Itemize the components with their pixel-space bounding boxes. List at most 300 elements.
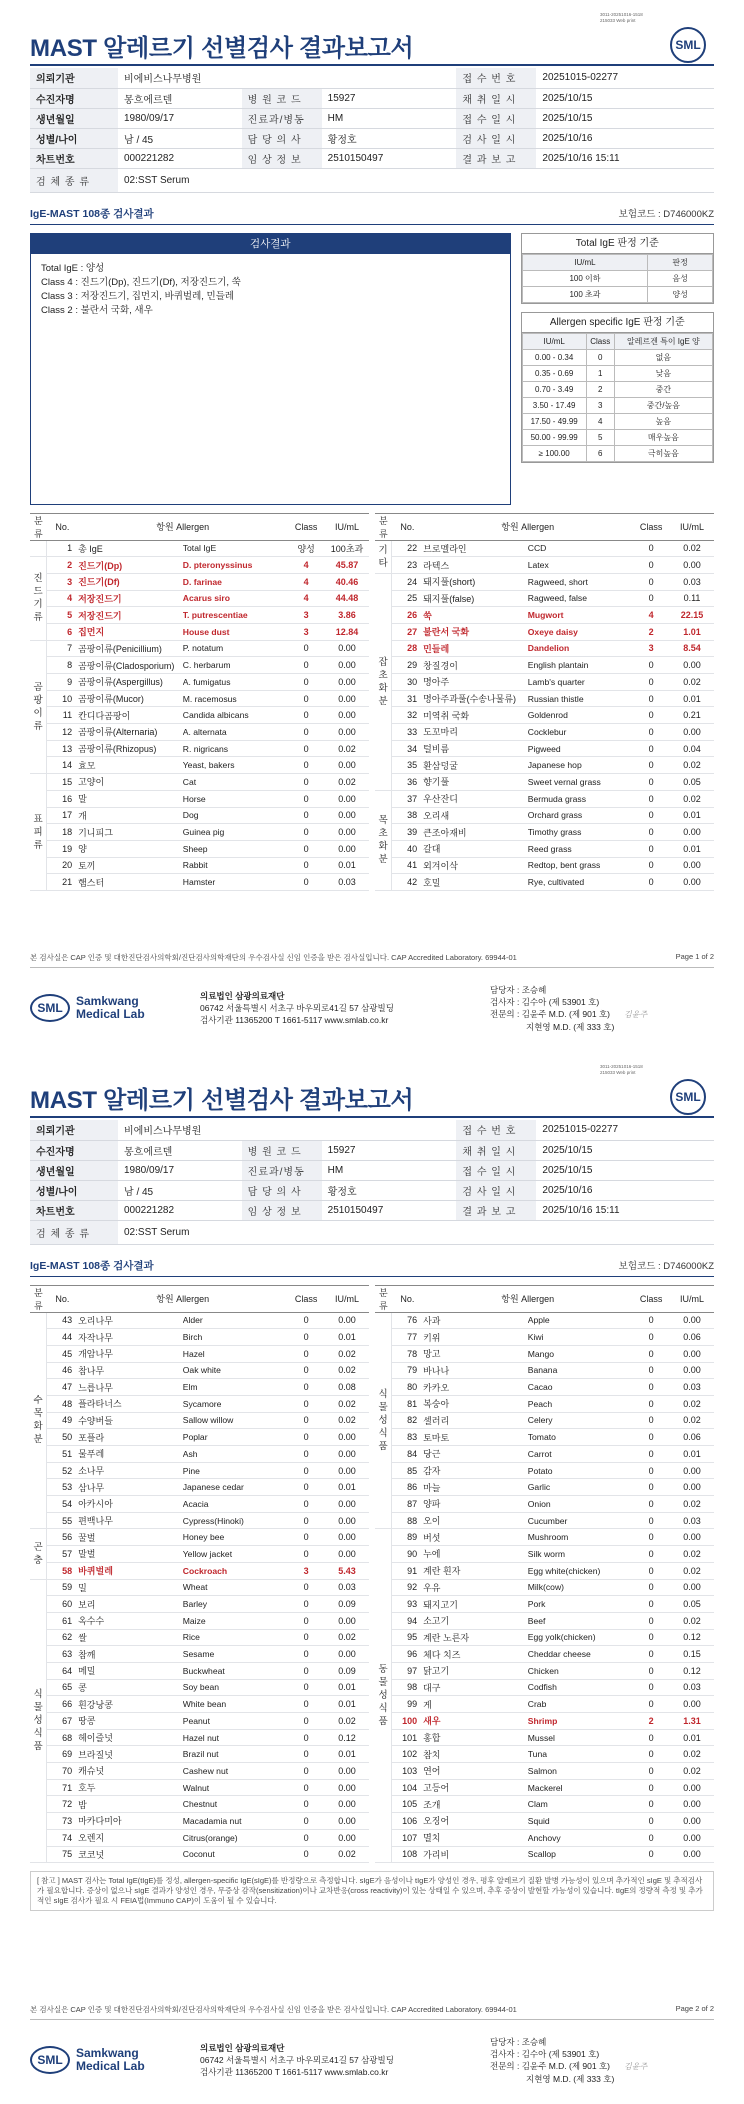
allergen-class: 3 <box>287 623 325 640</box>
allergen-row <box>375 657 714 674</box>
allergen-english: Oxeye daisy <box>528 623 633 640</box>
allergen-class: 0 <box>287 1429 325 1446</box>
allergen-iu: 0.00 <box>325 1763 369 1780</box>
allergen-english: House dust <box>183 623 288 640</box>
section-title: IgE-MAST 108종 검사결과 <box>30 207 154 220</box>
allergen-no: 10 <box>47 690 78 707</box>
header-allergen: 항원 Allergen <box>78 1285 287 1312</box>
allergen-row <box>375 1562 714 1579</box>
allergen-english: Kiwi <box>528 1329 633 1346</box>
criteria-cell: 0.70 - 3.49 <box>522 381 586 397</box>
allergen-row <box>375 1746 714 1763</box>
result-report-date: 2025/10/16 15:11 <box>536 148 714 168</box>
patient-info-table: 의뢰기관 비에비스나무병원 접 수 번 호 20251015-02277 수진자명 몽흐에르덴 병 원 코 드 15927 채 취 일 시 2025/10/15 생년월일 1980/09/17 진료과/병동 HM 접 수 일 시 2025/10/15 성별/나이 남 / 45 담 당 의 사 황정호 검 사 일 시 2025/10/16 차트번호 000221282 임 상 정 보 2510150497 결 과 보 고 2025/10/16 15:11 검 체 종 류 02:SST Serum <box>30 68 714 193</box>
allergen-korean: 누에 <box>423 1546 528 1563</box>
allergen-korean: 오리나무 <box>78 1312 183 1329</box>
allergen-iu: 0.00 <box>670 1846 714 1863</box>
allergen-row <box>375 724 714 741</box>
allergen-korean: 바퀴벌레 <box>78 1562 183 1579</box>
report-title: MAST 알레르기 선별검사 결과보고서 <box>30 1086 414 1114</box>
allergen-class: 0 <box>287 1763 325 1780</box>
allergen-korean: 진드기(Df) <box>78 573 183 590</box>
allergen-class: 0 <box>632 1612 670 1629</box>
allergen-no: 43 <box>47 1312 78 1329</box>
allergen-no: 95 <box>392 1629 423 1646</box>
allergen-row <box>375 1496 714 1513</box>
allergen-class: 0 <box>632 1395 670 1412</box>
allergen-english: Celery <box>528 1412 633 1429</box>
allergen-no: 27 <box>392 623 423 640</box>
allergen-english: Macadamia nut <box>183 1813 288 1830</box>
allergen-no: 60 <box>47 1596 78 1613</box>
allergen-tables-page2 <box>30 1285 714 1864</box>
allergen-iu: 0.00 <box>325 707 369 724</box>
allergen-korean: 느릅나무 <box>78 1379 183 1396</box>
allergen-row <box>30 1479 369 1496</box>
criteria-row <box>522 413 712 429</box>
allergen-korean: 곰팡이류(Rhizopus) <box>78 740 183 757</box>
allergen-class: 0 <box>632 1496 670 1513</box>
allergen-iu: 0.01 <box>670 1446 714 1463</box>
category-cell <box>30 774 47 891</box>
allergen-class: 0 <box>287 1529 325 1546</box>
allergen-english: Acacia <box>183 1496 288 1513</box>
allergen-english: Mugwort <box>528 607 633 624</box>
patient-name: 몽흐에르덴 <box>118 88 242 108</box>
allergen-row <box>30 1729 369 1746</box>
allergen-iu: 100초과 <box>325 540 369 557</box>
category-char: 초 <box>378 828 388 840</box>
allergen-row <box>375 740 714 757</box>
allergen-korean: 수양버들 <box>78 1412 183 1429</box>
allergen-class: 0 <box>287 757 325 774</box>
criteria-cell: 높음 <box>614 413 712 429</box>
allergen-class: 0 <box>632 657 670 674</box>
allergen-class: 0 <box>287 1679 325 1696</box>
allergen-no: 63 <box>47 1646 78 1663</box>
criteria-cell: 3 <box>586 397 614 413</box>
allergen-iu: 0.00 <box>325 674 369 691</box>
allergen-no: 57 <box>47 1546 78 1563</box>
allergen-english: Reed grass <box>528 840 633 857</box>
category-char: 성 <box>378 1690 388 1702</box>
allergen-row <box>30 1379 369 1396</box>
allergen-row <box>30 1546 369 1563</box>
allergen-no: 91 <box>392 1562 423 1579</box>
criteria-row <box>522 429 712 445</box>
lab-name-line: Samkwang <box>76 2046 139 2060</box>
allergen-english: Russian thistle <box>528 690 633 707</box>
allergen-no: 108 <box>392 1846 423 1863</box>
allergen-english: Crab <box>528 1696 633 1713</box>
allergen-row <box>375 1796 714 1813</box>
allergen-korean: 오리새 <box>423 807 528 824</box>
allergen-class: 0 <box>632 1412 670 1429</box>
allergen-class: 0 <box>287 1395 325 1412</box>
allergen-korean: 우산잔디 <box>423 790 528 807</box>
allergen-korean: 양파 <box>423 1496 528 1513</box>
allergen-iu: 0.09 <box>325 1596 369 1613</box>
allergen-class: 0 <box>287 1312 325 1329</box>
allergen-no: 72 <box>47 1796 78 1813</box>
report-header <box>30 0 714 66</box>
allergen-iu: 0.02 <box>670 1612 714 1629</box>
allergen-class: 0 <box>632 674 670 691</box>
allergen-no: 25 <box>392 590 423 607</box>
allergen-korean: 쌀 <box>78 1629 183 1646</box>
allergen-korean: 말벌 <box>78 1546 183 1563</box>
allergen-korean: 집먼지 <box>78 623 183 640</box>
allergen-korean: 브라질넛 <box>78 1746 183 1763</box>
category-char: 기 <box>33 599 43 611</box>
allergen-english: Rye, cultivated <box>528 874 633 891</box>
allergen-english: Honey bee <box>183 1529 288 1546</box>
allergen-english: R. nigricans <box>183 740 288 757</box>
allergen-english: Pigweed <box>528 740 633 757</box>
header-allergen: 항원 Allergen <box>78 513 287 540</box>
allergen-row <box>375 1779 714 1796</box>
header-class: Class <box>287 513 325 540</box>
allergen-row <box>30 540 369 557</box>
allergen-row <box>30 1395 369 1412</box>
allergen-iu: 0.08 <box>325 1379 369 1396</box>
header-category: 분류 <box>375 513 392 540</box>
allergen-no: 50 <box>47 1429 78 1446</box>
allergen-table-right <box>375 513 714 891</box>
allergen-no: 66 <box>47 1696 78 1713</box>
allergen-row <box>30 774 369 791</box>
staff-line: 검사자 : 김수아 (제 53901 호) <box>490 2048 600 2059</box>
allergen-iu: 0.06 <box>670 1429 714 1446</box>
allergen-class: 0 <box>287 1345 325 1362</box>
allergen-class: 0 <box>632 1662 670 1679</box>
category-char: 물 <box>378 1401 388 1413</box>
page-number: Page 2 of 2 <box>675 2004 714 2013</box>
allergen-row <box>30 1779 369 1796</box>
category-char: 식 <box>33 1728 43 1740</box>
allergen-iu: 0.02 <box>670 1412 714 1429</box>
allergen-korean: 연어 <box>423 1763 528 1780</box>
lab-address <box>200 2042 460 2078</box>
allergen-english: M. racemosus <box>183 690 288 707</box>
allergen-class: 0 <box>287 824 325 841</box>
allergen-korean: 아카시아 <box>78 1496 183 1513</box>
sex-age: 남 / 45 <box>118 1180 242 1200</box>
allergen-class: 0 <box>287 1612 325 1629</box>
allergen-english: Apple <box>528 1312 633 1329</box>
category-char: 식 <box>378 1703 388 1715</box>
allergen-english: Cucumber <box>528 1512 633 1529</box>
allergen-korean: 체다 치즈 <box>423 1646 528 1663</box>
allergen-korean: 효모 <box>78 757 183 774</box>
category-char: 식 <box>33 1689 43 1701</box>
allergen-row <box>30 840 369 857</box>
lab-name-line: Medical Lab <box>76 1007 145 1021</box>
allergen-english: Total IgE <box>183 540 288 557</box>
allergen-iu: 40.46 <box>325 573 369 590</box>
allergen-class: 0 <box>632 1446 670 1463</box>
allergen-korean: 땅콩 <box>78 1713 183 1730</box>
criteria-cell: 없음 <box>614 349 712 365</box>
institution: 비에비스나무병원 <box>118 68 456 88</box>
allergen-iu: 0.01 <box>670 807 714 824</box>
allergen-korean: 곰팡이류(Mucor) <box>78 690 183 707</box>
allergen-row <box>375 623 714 640</box>
criteria-cell: 중간/높음 <box>614 397 712 413</box>
chart-number: 000221282 <box>118 148 242 168</box>
allergen-korean: 멸치 <box>423 1829 528 1846</box>
allergen-no: 64 <box>47 1662 78 1679</box>
criteria-cell: 5 <box>586 429 614 445</box>
allergen-row <box>30 1312 369 1329</box>
allergen-iu: 0.01 <box>670 1729 714 1746</box>
allergen-korean: 오징어 <box>423 1813 528 1830</box>
allergen-english: T. putrescentiae <box>183 607 288 624</box>
allergen-no: 70 <box>47 1763 78 1780</box>
allergen-class: 0 <box>632 1529 670 1546</box>
allergen-row <box>375 1546 714 1563</box>
allergen-row <box>375 1662 714 1679</box>
category-char: 이 <box>33 707 43 719</box>
allergen-no: 103 <box>392 1763 423 1780</box>
allergen-row <box>30 874 369 891</box>
allergen-no: 28 <box>392 640 423 657</box>
allergen-row <box>375 1596 714 1613</box>
allergen-english: Potato <box>528 1462 633 1479</box>
category-cell <box>30 1312 47 1529</box>
allergen-row <box>375 557 714 574</box>
allergen-iu: 0.00 <box>325 1779 369 1796</box>
allergen-row <box>375 1629 714 1646</box>
lab-staff <box>490 984 647 1033</box>
allergen-class: 0 <box>632 1329 670 1346</box>
allergen-no: 98 <box>392 1679 423 1696</box>
category-char: 타 <box>378 557 388 569</box>
allergen-korean: 편백나무 <box>78 1512 183 1529</box>
allergen-english: Soy bean <box>183 1679 288 1696</box>
allergen-english: Garlic <box>528 1479 633 1496</box>
allergen-no: 19 <box>47 840 78 857</box>
allergen-korean: 브로멜라인 <box>423 540 528 557</box>
allergen-korean: 양 <box>78 840 183 857</box>
summary-body <box>31 254 510 326</box>
staff-line: 지현영 M.D. (제 333 호) <box>526 1021 615 1032</box>
allergen-korean: 옥수수 <box>78 1612 183 1629</box>
allergen-iu: 0.02 <box>325 1713 369 1730</box>
header-iu: IU/mL <box>670 1285 714 1312</box>
allergen-row <box>30 1529 369 1546</box>
category-char: 곤 <box>33 1541 43 1553</box>
allergen-korean: 버섯 <box>423 1529 528 1546</box>
allergen-korean: 꿀벌 <box>78 1529 183 1546</box>
allergen-row <box>30 674 369 691</box>
allergen-row <box>30 1796 369 1813</box>
staff-line: 담당자 : 조승혜 <box>490 984 547 995</box>
allergen-row <box>30 1813 369 1830</box>
allergen-no: 78 <box>392 1345 423 1362</box>
allergen-iu: 0.00 <box>325 1496 369 1513</box>
allergen-english: Candida albicans <box>183 707 288 724</box>
criteria-row <box>522 445 712 461</box>
allergen-class: 0 <box>632 1646 670 1663</box>
allergen-class: 0 <box>632 590 670 607</box>
allergen-row <box>30 1329 369 1346</box>
allergen-korean: 키위 <box>423 1329 528 1346</box>
allergen-english: Coconut <box>183 1846 288 1863</box>
allergen-korean: 명아주과풀(수송나물류) <box>423 690 528 707</box>
allergen-english: Clam <box>528 1796 633 1813</box>
allergen-class: 0 <box>632 1829 670 1846</box>
allergen-korean: 민들레 <box>423 640 528 657</box>
allergen-iu: 0.01 <box>325 1479 369 1496</box>
allergen-korean: 바나나 <box>423 1362 528 1379</box>
allergen-class: 0 <box>287 1546 325 1563</box>
allergen-english: Hazel <box>183 1345 288 1362</box>
allergen-class: 0 <box>287 1779 325 1796</box>
allergen-class: 4 <box>287 557 325 574</box>
allergen-korean: 흰강낭콩 <box>78 1696 183 1713</box>
allergen-english: Mango <box>528 1345 633 1362</box>
allergen-iu: 0.00 <box>670 557 714 574</box>
category-char: 목 <box>33 1408 43 1420</box>
lab-org: 의료법인 삼광의료재단 <box>200 991 285 1001</box>
header-no: No. <box>47 513 78 540</box>
allergen-row <box>375 1696 714 1713</box>
allergen-no: 40 <box>392 840 423 857</box>
criteria-cell: ≥ 100.00 <box>522 445 586 461</box>
allergen-korean: 마늘 <box>423 1479 528 1496</box>
allergen-class: 0 <box>632 573 670 590</box>
allergen-no: 17 <box>47 807 78 824</box>
allergen-no: 101 <box>392 1729 423 1746</box>
allergen-iu: 0.12 <box>325 1729 369 1746</box>
allergen-english: A. alternata <box>183 724 288 741</box>
allergen-class: 양성 <box>287 540 325 557</box>
allergen-korean: 삼나무 <box>78 1479 183 1496</box>
allergen-korean: 망고 <box>423 1345 528 1362</box>
allergen-english: Dandelion <box>528 640 633 657</box>
allergen-korean: 저장진드기 <box>78 607 183 624</box>
criteria-cell: 중간 <box>614 381 712 397</box>
report-header <box>30 1052 714 1118</box>
insurance-code: 보험코드 : D746000KZ <box>618 209 714 220</box>
allergen-korean: 돼지고기 <box>423 1596 528 1613</box>
allergen-class: 0 <box>632 1696 670 1713</box>
allergen-no: 15 <box>47 774 78 791</box>
allergen-english: C. herbarum <box>183 657 288 674</box>
allergen-iu: 0.00 <box>670 1529 714 1546</box>
allergen-english: Silk worm <box>528 1546 633 1563</box>
allergen-class: 4 <box>287 573 325 590</box>
allergen-english: Onion <box>528 1496 633 1513</box>
allergen-iu: 0.00 <box>325 1796 369 1813</box>
allergen-no: 83 <box>392 1429 423 1446</box>
allergen-iu: 0.00 <box>670 1696 714 1713</box>
allergen-class: 0 <box>632 540 670 557</box>
allergen-english: Yellow jacket <box>183 1546 288 1563</box>
allergen-no: 44 <box>47 1329 78 1346</box>
allergen-english: Chestnut <box>183 1796 288 1813</box>
allergen-english: Hamster <box>183 874 288 891</box>
allergen-no: 105 <box>392 1796 423 1813</box>
allergen-no: 106 <box>392 1813 423 1830</box>
allergen-iu: 0.00 <box>670 857 714 874</box>
allergen-iu: 0.00 <box>325 657 369 674</box>
allergen-iu: 0.02 <box>670 1395 714 1412</box>
header-class: Class <box>287 1285 325 1312</box>
allergen-no: 14 <box>47 757 78 774</box>
allergen-korean: 불란서 국화 <box>423 623 528 640</box>
allergen-row <box>375 1345 714 1362</box>
allergen-no: 68 <box>47 1729 78 1746</box>
allergen-english: Shrimp <box>528 1713 633 1730</box>
allergen-iu: 0.02 <box>670 1496 714 1513</box>
allergen-english: Ash <box>183 1446 288 1463</box>
allergen-row <box>30 1596 369 1613</box>
allergen-iu: 0.01 <box>325 1679 369 1696</box>
allergen-row <box>375 874 714 891</box>
allergen-no: 94 <box>392 1612 423 1629</box>
category-char: 팡 <box>33 694 43 706</box>
category-cell <box>30 640 47 774</box>
allergen-iu: 0.01 <box>670 840 714 857</box>
allergen-iu: 0.02 <box>670 1746 714 1763</box>
allergen-no: 24 <box>392 573 423 590</box>
allergen-no: 39 <box>392 824 423 841</box>
allergen-row <box>30 1662 369 1679</box>
allergen-row <box>375 1829 714 1846</box>
table-header-row <box>30 513 369 540</box>
allergen-english: Scallop <box>528 1846 633 1863</box>
allergen-class: 0 <box>632 1679 670 1696</box>
allergen-no: 61 <box>47 1612 78 1629</box>
allergen-row <box>375 1362 714 1379</box>
allergen-english: Japanese hop <box>528 757 633 774</box>
allergen-row <box>30 1629 369 1646</box>
clinical-info: 2510150497 <box>322 148 457 168</box>
allergen-class: 0 <box>287 1446 325 1463</box>
allergen-row <box>30 824 369 841</box>
staff-line: 담당자 : 조승혜 <box>490 2036 547 2047</box>
allergen-row <box>30 1646 369 1663</box>
allergen-korean: 큰조아재비 <box>423 824 528 841</box>
allergen-iu: 0.12 <box>670 1662 714 1679</box>
allergen-no: 100 <box>392 1713 423 1730</box>
allergen-iu: 0.02 <box>670 1562 714 1579</box>
allergen-iu: 0.00 <box>325 1512 369 1529</box>
allergen-english: Acarus siro <box>183 590 288 607</box>
allergen-row <box>375 1329 714 1346</box>
allergen-no: 89 <box>392 1529 423 1546</box>
allergen-class: 0 <box>632 1312 670 1329</box>
allergen-row <box>375 674 714 691</box>
category-char: 진 <box>33 573 43 585</box>
staff-line: 전문의 : 김윤주 M.D. (제 901 호) 김윤주 <box>490 1008 648 1019</box>
allergen-korean: 포플라 <box>78 1429 183 1446</box>
category-cell <box>375 573 392 790</box>
allergen-english: Timothy grass <box>528 824 633 841</box>
hospital-code: 15927 <box>322 88 457 108</box>
criteria-cell: 0 <box>586 349 614 365</box>
category-char: 물 <box>378 1677 388 1689</box>
allergen-class: 0 <box>287 740 325 757</box>
allergen-class: 2 <box>632 623 670 640</box>
allergen-korean: 오렌지 <box>78 1829 183 1846</box>
allergen-no: 65 <box>47 1679 78 1696</box>
header-no: No. <box>47 1285 78 1312</box>
allergen-iu: 0.00 <box>670 824 714 841</box>
allergen-korean: 향기풀 <box>423 774 528 791</box>
